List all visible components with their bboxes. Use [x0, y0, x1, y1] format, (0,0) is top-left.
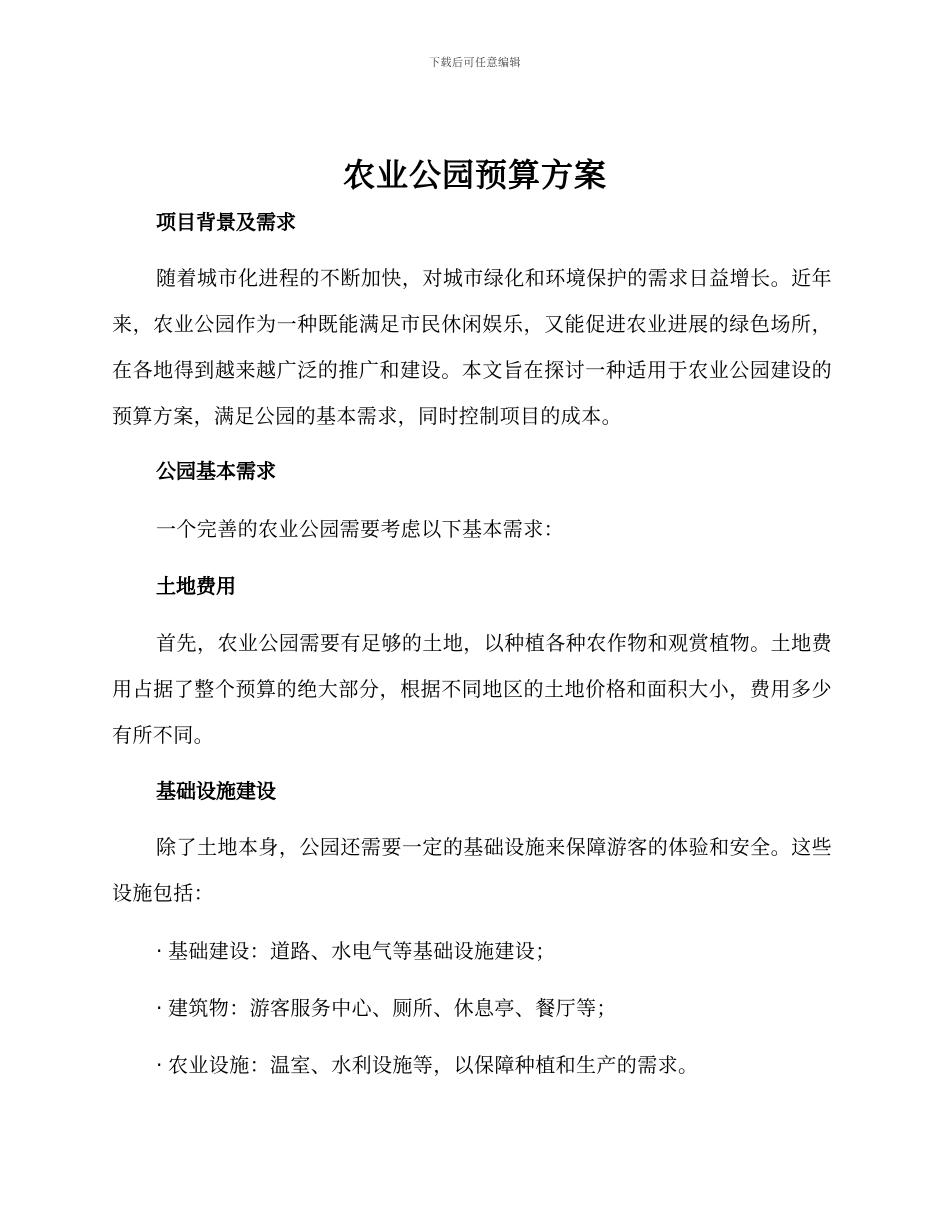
list-item — [156, 994, 617, 1022]
paragraph-infrastructure: 除了土地本身，公园还需要一定的基础设施来保障游客的体验和安全。这些设施包括： — [112, 835, 832, 905]
paragraph-land: 首先，农业公园需要有足够的土地，以种植各种农作物和观赏植物。土地费用占据了整个预算的绝大部分，根据不同地区的土地价格和面积大小，费用多少有所不同。 — [112, 631, 832, 747]
document-title: 农业公园预算方案 — [342, 156, 607, 194]
section-heading-basic-needs: 公园基本需求 — [156, 459, 276, 483]
list-item-text: 农业设施：温室、水利设施等，以保障种植和生产的需求。 — [168, 1053, 699, 1077]
section-heading-background: 项目背景及需求 — [156, 210, 296, 234]
paragraph-basic-needs: 一个完善的农业公园需要考虑以下基本需求： — [156, 517, 564, 541]
section-heading-infrastructure: 基础设施建设 — [156, 779, 276, 803]
section-heading-land: 土地费用 — [156, 574, 236, 598]
bullet-dot-icon: · — [156, 1053, 163, 1077]
paragraph-background: 随着城市化进程的不断加快，对城市绿化和环境保护的需求日益增长。近年来，农业公园作为一种既能满足市民休闲娱乐，又能促进农业进展的绿色场所，在各地得到越来越广泛的推广和建设。本文旨在探讨一种适用于农业公园建设的预算方案，满足公园的基本需求，同时控制项目的成本。 — [112, 266, 832, 428]
page-header: 下载后可任意编辑 — [429, 56, 521, 69]
list-item-text: 基础建设：道路、水电气等基础设施建设； — [168, 939, 556, 963]
list-item — [156, 1051, 698, 1079]
bullet-dot-icon: · — [156, 939, 163, 963]
bullet-dot-icon: · — [156, 996, 163, 1020]
list-item-text: 建筑物：游客服务中心、厕所、休息亭、餐厅等； — [168, 996, 617, 1020]
list-item — [156, 937, 556, 965]
